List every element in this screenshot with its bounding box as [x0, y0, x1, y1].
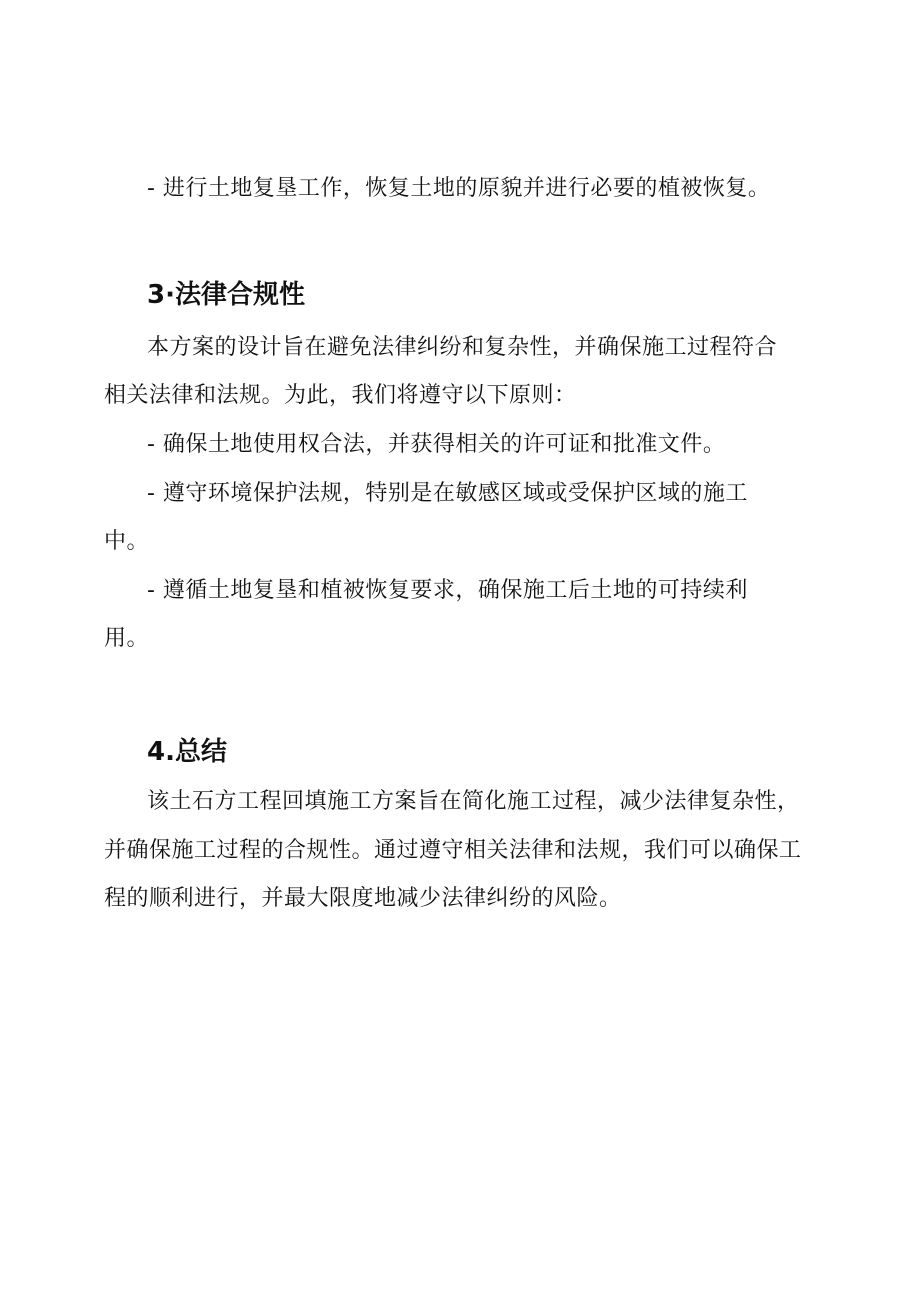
summary-para-line-2: 并确保施工过程的合规性。通过遵守相关法律和法规，我们可以确保工 [104, 838, 802, 863]
legal-para-line-2: 相关法律和法规。为此，我们将遵守以下原则： [104, 383, 577, 408]
legal-para-line-1: 本方案的设计旨在避免法律纠纷和复杂性，并确保施工过程符合 [147, 335, 778, 360]
legal-bullet-2-line-1: - 遵守环境保护法规，特别是在敏感区域或受保护区域的施工 [147, 481, 748, 506]
legal-bullet-1: - 确保土地使用权合法，并获得相关的许可证和批准文件。 [147, 432, 726, 457]
legal-bullet-3-line-1: - 遵循土地复垦和植被恢复要求，确保施工后土地的可持续利 [147, 578, 748, 603]
summary-para-line-1: 该土石方工程回填施工方案旨在简化施工过程，减少法律复杂性， [147, 789, 800, 814]
section-heading-legal-compliance: 3·法律合规性 [147, 280, 305, 310]
legal-bullet-3-line-2: 用。 [104, 626, 150, 651]
legal-bullet-2-line-2: 中。 [104, 529, 150, 554]
section-heading-summary: 4.总结 [147, 737, 227, 767]
bullet-land-reclamation: - 进行土地复垦工作，恢复土地的原貌并进行必要的植被恢复。 [147, 176, 771, 201]
summary-para-line-3: 程的顺利进行，并最大限度地减少法律纠纷的风险。 [104, 886, 622, 911]
